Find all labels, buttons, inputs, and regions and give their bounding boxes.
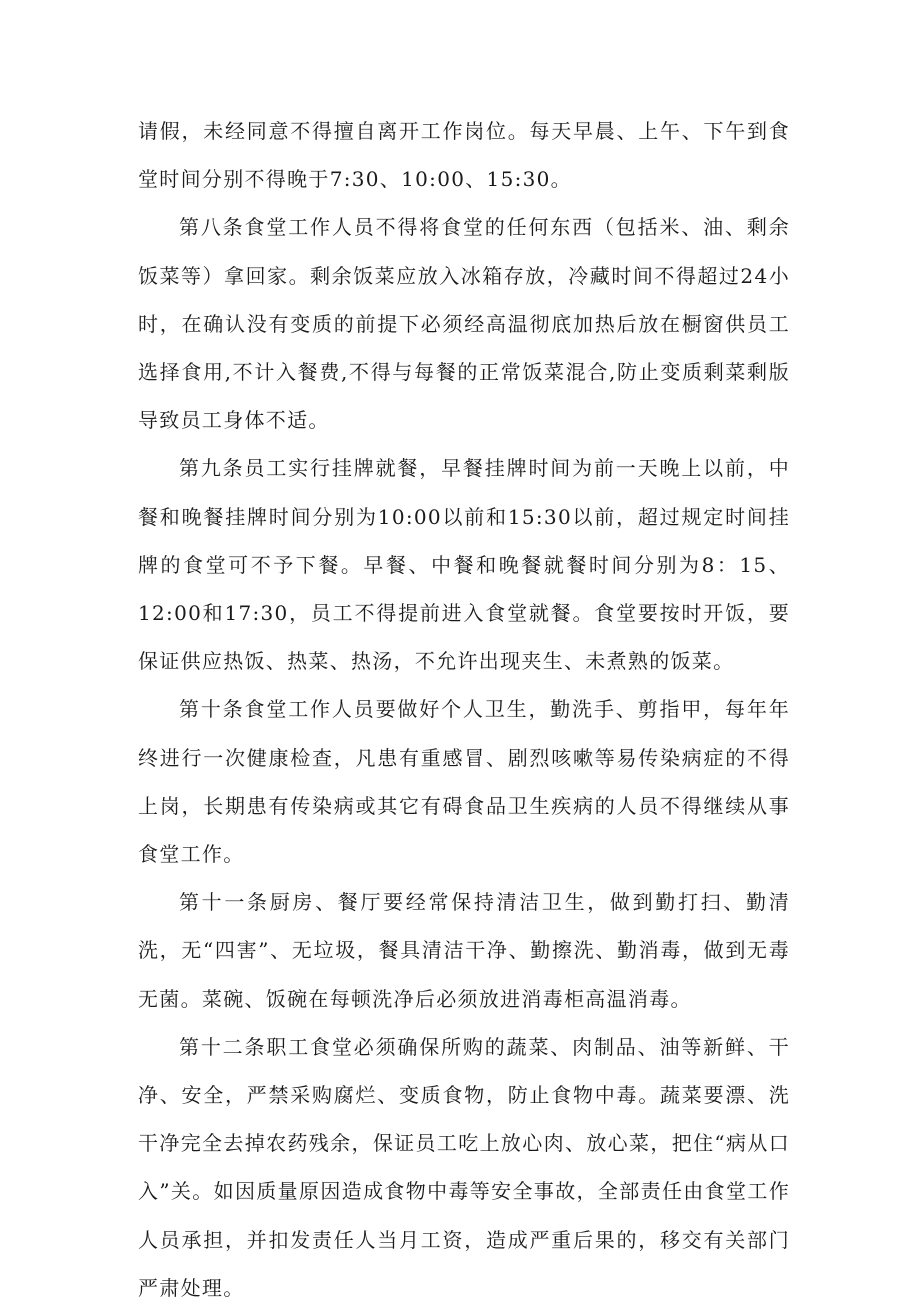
paragraph-continued: 请假，未经同意不得擅自离开工作岗位。每天早晨、上午、下午到食堂时间分别不得晚于7:30、10:00、15:30。 [138, 119, 790, 192]
paragraph-article-8: 第八条食堂工作人员不得将食堂的任何东西（包括米、油、剩余饭菜等）拿回家。剩余饭菜应放入冰箱存放，冷藏时间不得超过24小时，在确认没有变质的前提下必须经高温彻底加热后放在橱窗供员工选择食用,不计入餐费,不得与每餐的正常饭菜混合,防止变质剩菜剩版导致员工身体不适。 [138, 215, 790, 433]
paragraph-article-11: 第十一条厨房、餐厅要经常保持清洁卫生，做到勤打扫、勤清洗，无“四害”、无垃圾，餐具清洁干净、勤擦洗、勤消毒，做到无毒无菌。菜碗、饭碗在每顿洗净后必须放进消毒柜高温消毒。 [138, 890, 790, 1011]
document-page [138, 107, 790, 1312]
paragraph-article-12: 第十二条职工食堂必须确保所购的蔬菜、肉制品、油等新鲜、干净、安全，严禁采购腐烂、变质食物，防止食物中毒。蔬菜要漂、洗干净完全去掉农药残余，保证员工吃上放心肉、放心菜，把住“病从口入”关。如因质量原因造成食物中毒等安全事故，全部责任由食堂工作人员承担，并扣发责任人当月工资，造成严重后果的，移交有关部门严肃处理。 [138, 1034, 790, 1300]
paragraph-article-10: 第十条食堂工作人员要做好个人卫生，勤洗手、剪指甲，每年年终进行一次健康检查，凡患有重感冒、剧烈咳嗽等易传染病症的不得上岗，长期患有传染病或其它有碍食品卫生疾病的人员不得继续从事食堂工作。 [138, 697, 790, 867]
paragraph-article-9: 第九条员工实行挂牌就餐，早餐挂牌时间为前一天晚上以前，中餐和晚餐挂牌时间分别为10:00以前和15:30以前，超过规定时间挂牌的食堂可不予下餐。早餐、中餐和晚餐就餐时间分别为8：15、12:00和17:30，员工不得提前进入食堂就餐。食堂要按时开饭，要保证供应热饭、热菜、热汤，不允许出现夹生、未煮熟的饭菜。 [138, 456, 790, 674]
